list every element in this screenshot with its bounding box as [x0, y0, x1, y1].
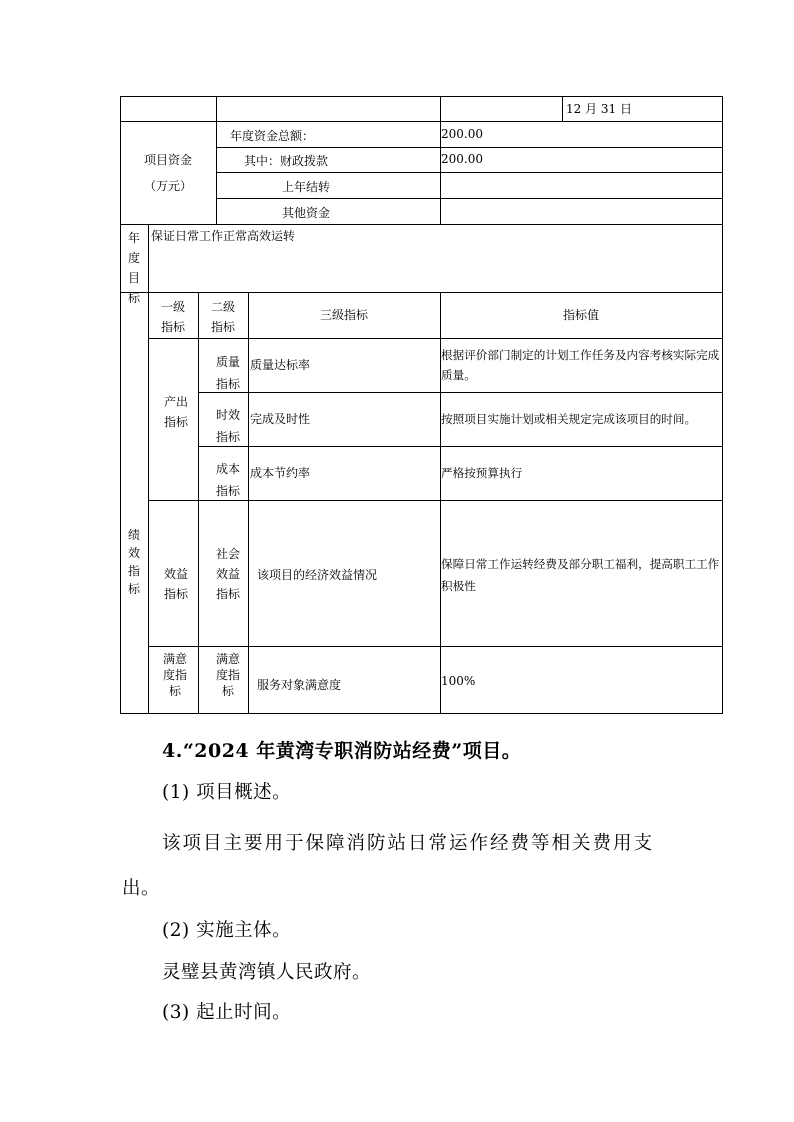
quality-value: 根据评价部门制定的计划工作任务及内容考核实际完成质量。: [441, 348, 720, 382]
cost-value: 严格按预算执行: [441, 466, 523, 480]
end-date-cell: 12 月 31 日: [566, 102, 632, 116]
annual-goal-label: 年度目标: [127, 231, 140, 305]
funds-label-line1: 项目资金: [143, 153, 192, 167]
benefit-indicator-label: 效益指标: [164, 567, 189, 601]
other-funds-label: 其他资金: [282, 206, 331, 220]
header-level1: 一级指标: [160, 300, 185, 334]
satisfaction-level2-label: 满意度指标: [215, 652, 240, 698]
implementer-name: 灵璧县黄湾镇人民政府。: [162, 962, 372, 983]
performance-label: 绩效指标: [127, 528, 140, 596]
timeliness-value: 按照项目实施计划或相关规定完成该项目的时间。: [441, 412, 697, 426]
overview-paragraph-line2: 出。: [122, 878, 161, 899]
timeliness-indicator-label: 时效指标: [215, 408, 240, 444]
output-indicator-label: 产出指标: [164, 395, 189, 429]
fiscal-label: 其中：财政拨款: [244, 154, 329, 168]
header-level2: 二级指标: [210, 300, 235, 334]
cost-indicator-label: 成本指标: [215, 462, 240, 498]
funds-label-line2: （万元）: [143, 179, 192, 193]
fiscal-value: 200.00: [441, 152, 483, 166]
annual-total-label: 年度资金总额：: [230, 129, 315, 143]
cost-level3: 成本节约率: [250, 466, 311, 480]
section-heading: 4.“2024 年黄湾专职消防站经费”项目。: [162, 740, 522, 762]
satisfaction-level3: 服务对象满意度: [257, 678, 342, 692]
carryover-label: 上年结转: [282, 180, 331, 194]
annual-total-value: 200.00: [441, 127, 483, 141]
header-level3: 三级指标: [319, 308, 368, 322]
quality-level3: 质量达标率: [250, 358, 311, 372]
header-value: 指标值: [562, 308, 599, 322]
subheading-overview: (1) 项目概述。: [162, 782, 292, 803]
subheading-period: (3) 起止时间。: [162, 1002, 292, 1023]
benefit-value: 保障日常工作运转经费及部分职工福利，提高职工工作积极性: [441, 557, 720, 593]
satisfaction-value: 100%: [441, 674, 476, 688]
timeliness-level3: 完成及时性: [250, 412, 311, 426]
satisfaction-indicator-label: 满意度指标: [163, 652, 188, 698]
social-benefit-indicator-label: 社会效益指标: [215, 547, 240, 601]
funds-label: [120, 150, 216, 196]
annual-goal-value: 保证日常工作正常高效运转: [151, 229, 296, 243]
overview-paragraph-line1: 该项目主要用于保障消防站日常运作经费等相关费用支: [162, 833, 655, 854]
subheading-implementer: (2) 实施主体。: [162, 920, 292, 941]
quality-indicator-label: 质量指标: [215, 355, 240, 391]
benefit-level3: 该项目的经济效益情况: [257, 568, 378, 582]
